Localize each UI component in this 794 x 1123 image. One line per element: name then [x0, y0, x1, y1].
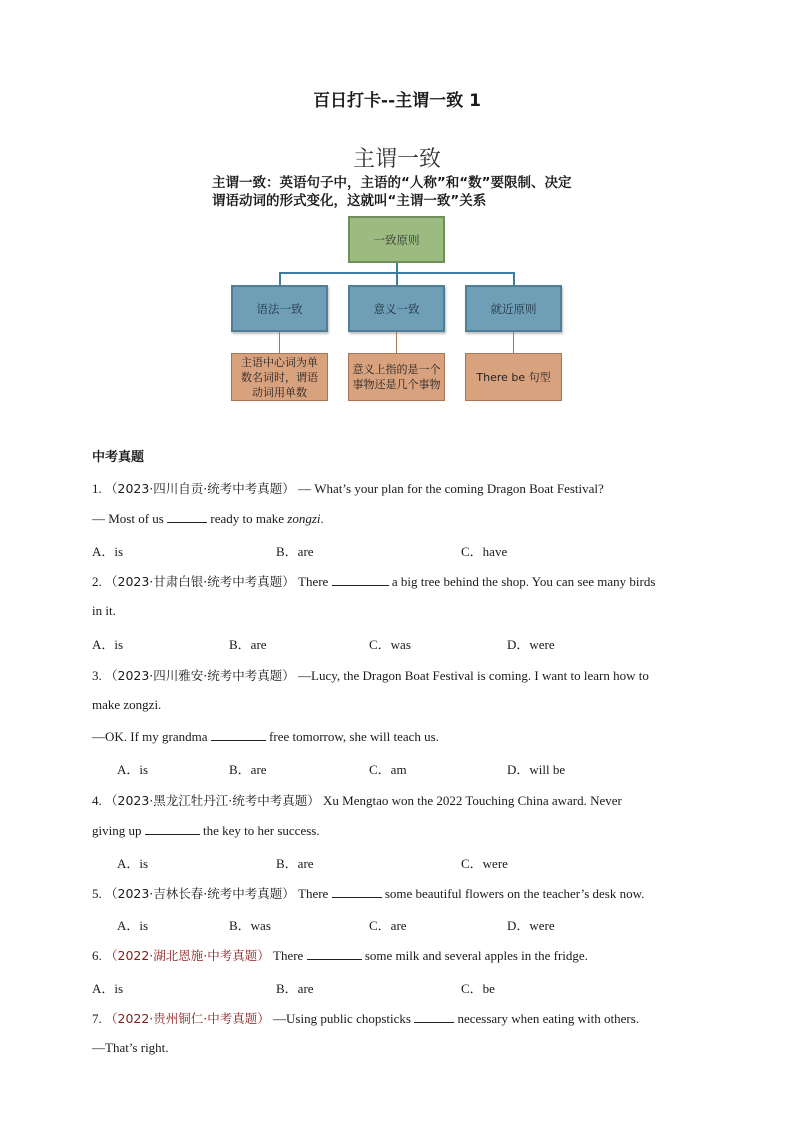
answer-blank[interactable]: [145, 822, 200, 835]
question-1-line-2: [92, 510, 324, 527]
answer-blank[interactable]: [332, 573, 389, 586]
question-text: There: [273, 948, 304, 963]
diagram-title: 主谓一致: [352, 147, 441, 172]
question-text: — What’s your plan for the coming Dragon Boat Festival?: [298, 481, 604, 496]
option-b[interactable]: B．are: [276, 981, 314, 996]
connector: [396, 332, 397, 353]
diagram-branch-grammar: 语法一致: [231, 285, 328, 332]
question-6: [92, 946, 588, 964]
option-b[interactable]: B．are: [229, 762, 267, 777]
option-c[interactable]: C．are: [369, 918, 407, 933]
question-text: necessary when eating with others.: [457, 1011, 640, 1026]
question-3-line-3: [92, 728, 439, 745]
diagram-detail-meaning: 意义上指的是一个事物还是几个事物: [348, 353, 445, 401]
diagram-detail-grammar: 主语中心词为单数名词时，谓语动词用单数: [231, 353, 328, 401]
question-text: free tomorrow, she will teach us.: [269, 729, 439, 744]
question-1: [92, 479, 604, 497]
option-d[interactable]: D．were: [507, 918, 555, 933]
question-source: （2023·吉林长春·统考中考真题）: [105, 886, 295, 901]
answer-blank[interactable]: [414, 1010, 454, 1023]
option-a[interactable]: A．is: [117, 918, 149, 933]
question-source: （2023·黑龙江牡丹江·统考中考真题）: [105, 793, 320, 808]
connector: [279, 272, 281, 285]
section-title: 中考真题: [92, 450, 145, 465]
option-c[interactable]: C．am: [369, 762, 407, 777]
question-7: [92, 1009, 639, 1027]
option-c[interactable]: C．were: [461, 856, 508, 871]
question-source[interactable]: （2022·贵州铜仁·中考真题）: [105, 1011, 270, 1026]
option-b[interactable]: B．are: [276, 544, 314, 559]
answer-blank[interactable]: [211, 728, 266, 741]
question-source: （2023·甘肃白银·统考中考真题）: [105, 574, 295, 589]
option-d[interactable]: D．will be: [507, 762, 566, 777]
option-c[interactable]: C．be: [461, 981, 495, 996]
option-b[interactable]: B．are: [229, 637, 267, 652]
option-c[interactable]: C．have: [461, 544, 508, 559]
option-b[interactable]: B．are: [276, 856, 314, 871]
question-source: （2023·四川雅安·统考中考真题）: [105, 668, 295, 683]
question-number: 6.: [92, 948, 102, 963]
question-3: [92, 666, 649, 684]
question-number: 7.: [92, 1011, 102, 1026]
question-2-line-2: in it.: [92, 603, 116, 618]
question-number: 3.: [92, 668, 102, 683]
diagram-root-node: 一致原则: [348, 216, 445, 263]
question-text: .: [320, 511, 324, 526]
question-text: a big tree behind the shop. You can see many birds: [391, 574, 656, 589]
question-text: the key to her success.: [202, 823, 320, 838]
question-text-italic: zongzi: [287, 511, 321, 526]
question-number: 2.: [92, 574, 102, 589]
question-text: some beautiful flowers on the teacher’s desk now.: [384, 886, 645, 901]
option-d[interactable]: D．were: [507, 637, 555, 652]
page-title: 百日打卡--主谓一致 1: [313, 91, 481, 111]
connector: [279, 332, 280, 353]
question-text: — Most of us: [92, 511, 164, 526]
question-number: 5.: [92, 886, 102, 901]
question-4-line-2: [92, 822, 320, 839]
answer-blank[interactable]: [332, 885, 382, 898]
question-text: Xu Mengtao won the 2022 Touching China award. Never: [323, 793, 622, 808]
question-source: （2023·四川自贡·统考中考真题）: [105, 481, 295, 496]
question-text: There: [298, 886, 329, 901]
question-5: [92, 884, 644, 902]
question-number: 4.: [92, 793, 102, 808]
option-b[interactable]: B．was: [229, 918, 271, 933]
question-7-line-2: —That’s right.: [92, 1040, 169, 1055]
question-text: —OK. If my grandma: [92, 729, 208, 744]
question-text: —Using public chopsticks: [273, 1011, 411, 1026]
diagram-branch-meaning: 意义一致: [348, 285, 445, 332]
option-a[interactable]: A．is: [117, 762, 149, 777]
question-3-line-2: make zongzi.: [92, 697, 162, 712]
question-source[interactable]: （2022·湖北恩施·中考真题）: [105, 948, 270, 963]
connector: [513, 272, 515, 285]
question-number: 1.: [92, 481, 102, 496]
question-text: some milk and several apples in the fridge.: [364, 948, 588, 963]
option-a[interactable]: A．is: [92, 981, 124, 996]
diagram-branch-proximity: 就近原则: [465, 285, 562, 332]
question-text: —Lucy, the Dragon Boat Festival is coming. I want to learn how to: [298, 668, 649, 683]
option-a[interactable]: A．is: [117, 856, 149, 871]
diagram-detail-proximity: There be 句型: [465, 353, 562, 401]
option-a[interactable]: A．is: [92, 544, 124, 559]
answer-blank[interactable]: [307, 947, 362, 960]
answer-blank[interactable]: [167, 510, 207, 523]
option-c[interactable]: C．was: [369, 637, 411, 652]
diagram-definition: 主谓一致：英语句子中，主语的“人称”和“数”要限制、决定谓语动词的形式变化，这就叫“主谓一致”关系: [212, 175, 572, 209]
question-text: ready to make: [210, 511, 285, 526]
option-a[interactable]: A．is: [92, 637, 124, 652]
question-text: giving up: [92, 823, 142, 838]
question-2: [92, 572, 655, 590]
question-4: [92, 791, 622, 809]
connector: [396, 272, 398, 285]
question-text: There: [298, 574, 329, 589]
connector: [513, 332, 514, 353]
